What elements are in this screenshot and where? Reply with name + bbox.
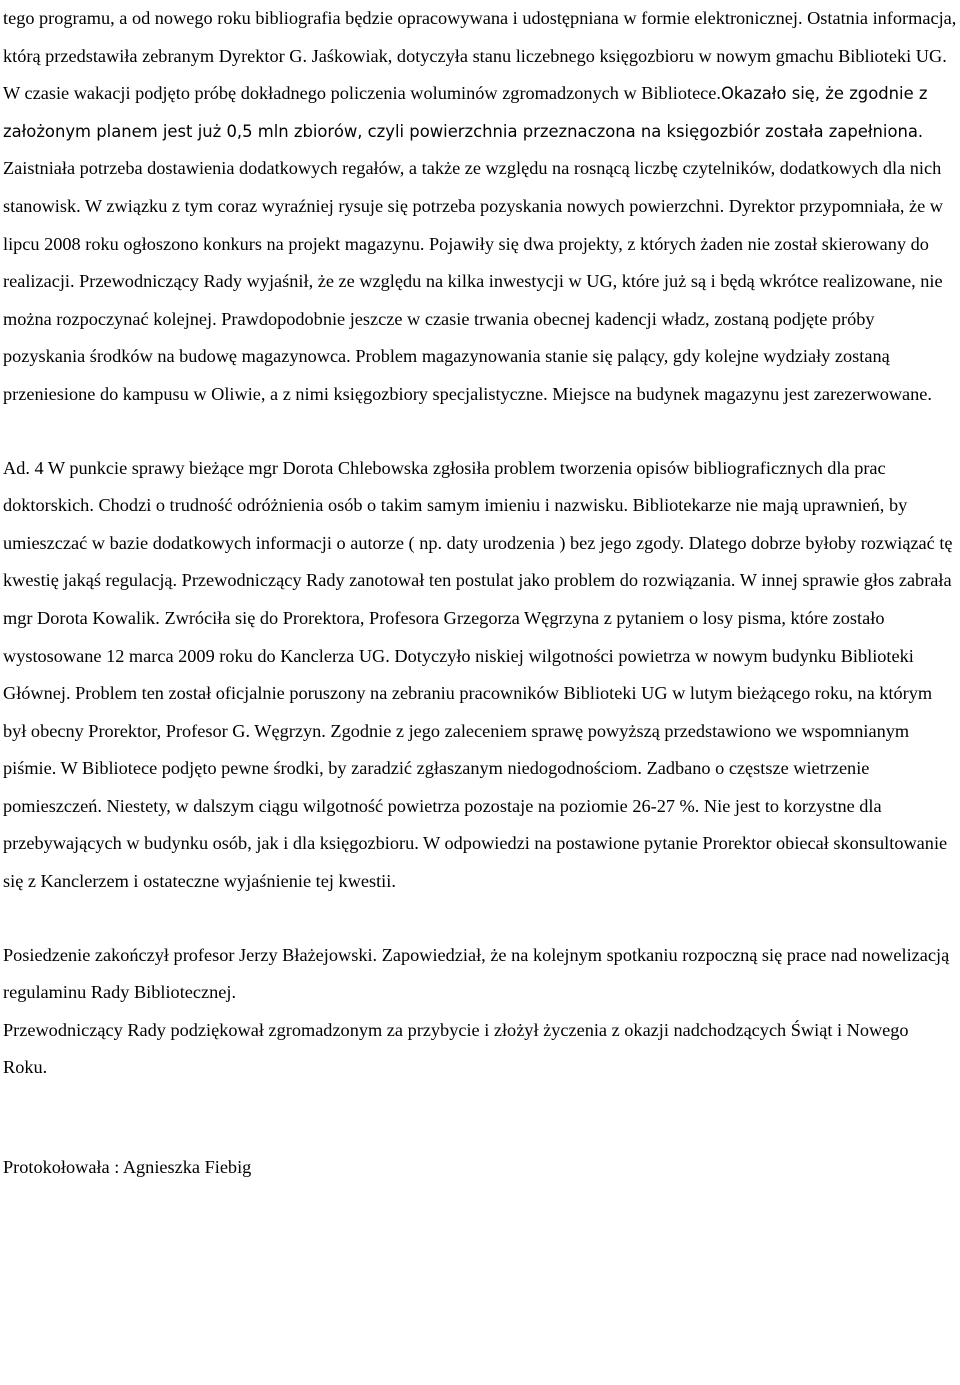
paragraph-meeting-closing: Posiedzenie zakończył profesor Jerzy Błażejowski. Zapowiedział, że na kolejnym spotkaniu rozpoczną się prace nad nowelizacją regulaminu Rady Bibliotecznej. [3, 944, 950, 1003]
paragraph-current-affairs-text: W punkcie sprawy bieżące mgr Dorota Chlebowska zgłosiła problem tworzenia opisów bibliograficznych dla prac doktorskich. Chodzi o trudność odróżnienia osób o takim samym imieniu i nazwisku. Bibliotekarze nie mają uprawnień, by umieszczać w bazie dodatkowych informacji o autorze ( np. daty urodzenia ) bez jego zgody. Dlatego dobrze byłoby rozwiązać tę kwestię jakąś regulacją. Przewodniczący Rady zanotował ten postulat jako problem do rozwiązania. W innej sprawie głos zabrała mgr Dorota Kowalik. Zwróciła się do Prorektora, Profesora Grzegorza Węgrzyna z pytaniem o losy pisma, które zostało wystosowane 12 marca 2009 roku do Kanclerza UG. Dotyczyło niskiej wilgotności powietrza w nowym budynku Biblioteki Głównej. Problem ten został oficjalnie poruszony na zebraniu pracowników Biblioteki UG w lutym bieżącego roku, na którym był obecny Prorektor, Profesor G. Węgrzyn. Zgodnie z jego zaleceniem sprawę powyższą przedstawiono we wspomnianym piśmie. W Bibliotece podjęto pewne środki, by zaradzić zgłaszanym niedogodnościom. Zadbano o częstsze wietrzenie pomieszczeń. Niestety, w dalszym ciągu wilgotność powietrza pozostaje na poziomie 26-27 %. Nie jest to korzystne dla przebywających w budynku osób, jak i dla księgozbioru. W odpowiedzi na postawione pytanie Prorektor obiecał skonsultowanie się z Kanclerzem i ostateczne wyjaśnienie tej kwestii. [3, 457, 953, 892]
paragraph-segment-storage: Zaistniała potrzeba dostawienia dodatkowych regałów, a także ze względu na rosnącą liczbę czytelników, dodatkowych dla nich stanowisk. W związku z tym coraz wyraźniej rysuje się potrzeba pozyskania nowych powierzchni. Dyrektor przypomniała, że w lipcu 2008 roku ogłoszono konkurs na projekt magazynu. Pojawiły się dwa projekty, z których żaden nie został skierowany do realizacji. Przewodniczący Rady wyjaśnił, że ze względu na kilka inwestycji w UG, które już są i będą wkrótce realizowane, nie można rozpoczynać kolejnej. Prawdopodobnie jeszcze w czasie trwania obecnej kadencji władz, zostaną podjęte próby pozyskania środków na budowę magazynowca. Problem magazynowania stanie się palący, gdy kolejne wydziały zostaną przeniesione do kampusu w Oliwie, a z nimi księgozbiory specjalistyczne. Miejsce na budynek magazynu jest zarezerwowane. [3, 158, 943, 404]
paragraph-current-affairs [3, 450, 957, 901]
paragraph-thanks: Przewodniczący Rady podziękował zgromadzonym za przybycie i złożył życzenia z okazji nadchodzących Świąt i Nowego Roku. [3, 1019, 909, 1078]
spacer [3, 414, 957, 450]
spacer [3, 1087, 957, 1149]
paragraph-segment-capacity: Okazało się, że zgodnie z założonym planem jest już 0,5 mln zbiorów, czyli powierzchnia przeznaczona na księgozbiór została zapełniona. [3, 84, 928, 141]
document-page [3, 0, 957, 1187]
minutes-signature: Protokołowała : Agnieszka Fiebig [3, 1157, 252, 1178]
paragraph-library-collection [3, 0, 957, 414]
spacer [3, 901, 957, 937]
paragraph-segment-intro: tego programu, a od nowego roku bibliografia będzie opracowywana i udostępniana w formie elektronicznej. Ostatnia informacja, którą przedstawiła zebranym Dyrektor G. Jaśkowiak, dotyczyła stanu liczebnego księgozbioru w nowym gmachu Biblioteki UG. W czasie wakacji podjęto próbę dokładnego policzenia woluminów zgromadzonych w Bibliotece. [3, 8, 957, 104]
agenda-item-label: Ad. 4 [3, 457, 44, 478]
